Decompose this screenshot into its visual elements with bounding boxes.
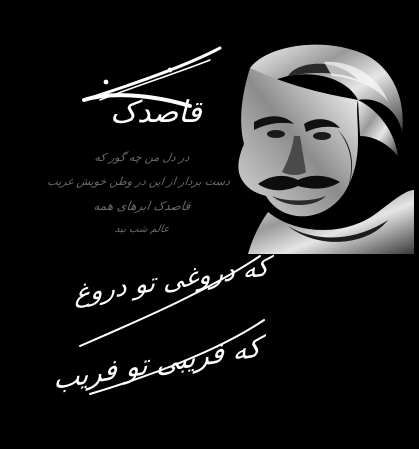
- poem-block: [46, 146, 231, 266]
- closing-verse-1: که دروغی تو دروغ: [74, 251, 270, 310]
- poem-line: دست بردار از این در وطن خویش غریب: [46, 175, 231, 188]
- poem-line: قاصدک ابرهای همه: [92, 199, 192, 213]
- title-text: قاصدک: [110, 95, 202, 130]
- title-calligraphy: [70, 42, 230, 138]
- poet-portrait-icon: [228, 40, 414, 254]
- poem-line: در دل من چه گور که: [93, 151, 191, 164]
- closing-verse-2: که فریبی تو فریب: [53, 329, 262, 397]
- poem-line: عالم شب بید: [114, 224, 170, 235]
